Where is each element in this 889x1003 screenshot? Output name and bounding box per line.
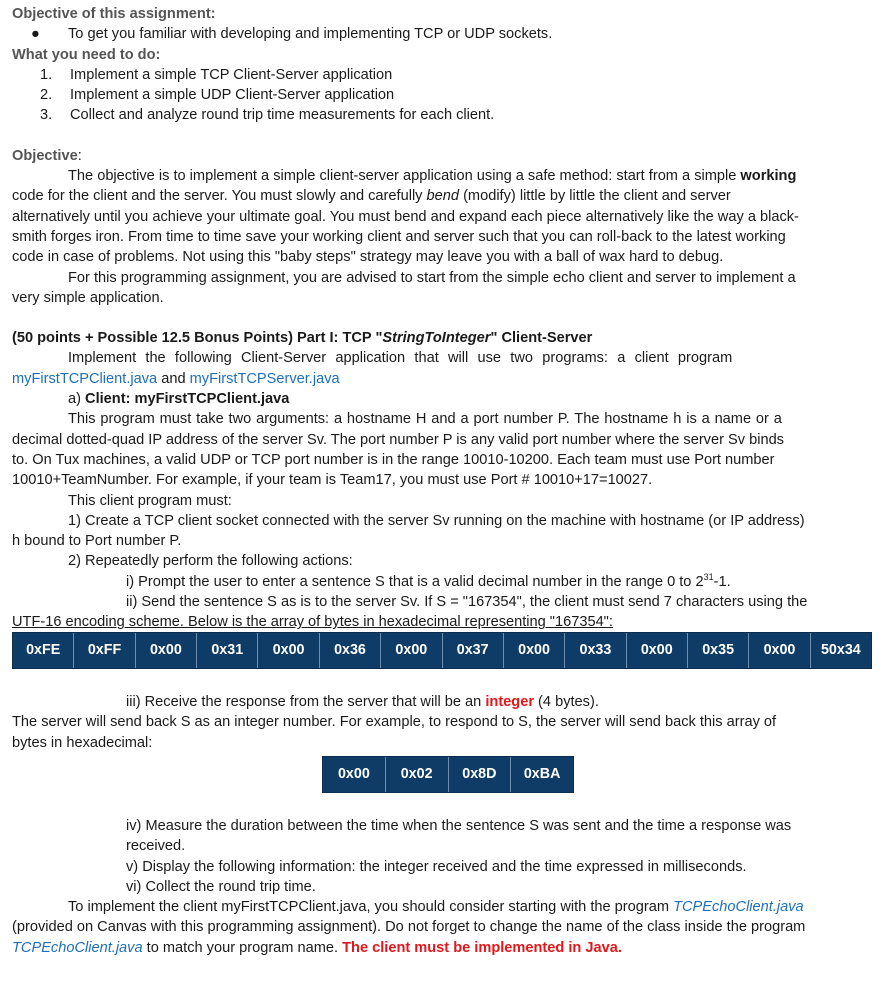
integer-byte-array-table [322,756,574,793]
part1-heading: (50 points + Possible 12.5 Bonus Points) Part I: TCP "StringToInteger" Client-Server [12,330,593,347]
task-text: Implement a simple TCP Client-Server application [70,66,393,83]
step-1-continued: h bound to Port number P. [12,533,182,550]
byte-cell: 0xFF [74,633,135,668]
byte-cell: 0x37 [443,633,504,668]
server-file-link[interactable]: myFirstTCPServer.java [189,370,340,387]
objective-paragraph-line: smith forges iron. From time to time save your working client and server such that you can roll-back to the latest working [12,228,786,245]
substep-ii: ii) Send the sentence S as is to the server Sv. If S = "167354", the client must send 7 characters using the [126,594,808,611]
objective-paragraph-line: very simple application. [12,289,164,306]
substep-iv-continued: received. [126,838,186,855]
byte-cell: 0x8D [449,757,512,792]
byte-cell: 50x34 [820,642,861,658]
implementation-line: To implement the client myFirstTCPClient.java, you should consider starting with the program TCPEchoClient.java [68,899,804,916]
send-back-line: bytes in hexadecimal: [12,734,153,751]
objective-paragraph-line: The objective is to implement a simple client-server application using a safe method: start from a simple working [68,168,797,185]
part1-files: myFirstTCPClient.java and myFirstTCPServer.java [12,370,340,387]
task-text: Collect and analyze round trip time measurements for each client. [70,107,495,124]
client-paragraph-line: This program must take two arguments: a hostname H and a port number P. The hostname h is a name or a [68,411,782,428]
task-item-2 [12,85,870,105]
task-number: 1. [40,66,53,83]
task-text: Implement a simple UDP Client-Server application [70,87,395,104]
byte-cell: 0x02 [386,757,449,792]
tcp-echo-client-link[interactable]: TCPEchoClient.java [673,899,804,916]
implementation-line: (provided on Canvas with this programming assignment). Do not forget to change the name of the class inside the program [12,919,806,936]
tcp-echo-client-link-2[interactable]: TCPEchoClient.java [12,939,143,956]
step-2-line: 2) Repeatedly perform the following actions: [68,553,353,570]
step-1-line: 1) Create a TCP client socket connected with the server Sv running on the machine with hostname (or IP address) [68,512,805,529]
byte-cell: 0x00 [323,757,386,792]
objective-paragraph-line: code in case of problems. Not using this "baby steps" strategy may leave you with a ball of wax hard to debug. [12,249,724,266]
objective-bullet [12,24,870,44]
java-requirement: The client must be implemented in Java. [342,939,622,956]
substep-v: v) Display the following information: the integer received and the time expressed in milliseconds. [126,858,747,875]
task-number: 3. [40,107,53,124]
substep-i: i) Prompt the user to enter a sentence S that is a valid decimal number in the range 0 to $2^{31}-1$. [126,571,731,590]
send-back-line: The server will send back S as an integer number. For example, to respond to S, the server will send back this array of [12,714,777,731]
substep-iii: iii) Receive the response from the server that will be an integer (4 bytes). [126,694,599,710]
assignment-page [12,4,870,956]
task-item-3 [12,105,870,125]
byte-cell: 0x00 [258,633,319,668]
client-must-line: This client program must: [68,492,232,509]
objective-bullet-text: To get you familiar with developing and implementing TCP or UDP sockets. [68,26,553,43]
client-paragraph-line: decimal dotted-quad IP address of the server Sv. The port number P is any valid port number where the server Sv binds [12,431,784,448]
byte-cell: 0x00 [136,633,197,668]
implementation-line: TCPEchoClient.java to match your program name. The client must be implemented in Java. [12,939,622,956]
objective-heading: Objective: [12,147,82,164]
utf16-line: UTF-16 encoding scheme. Below is the array of bytes in hexadecimal representing "167354": [12,614,613,631]
what-to-do-heading: What you need to do: [12,46,161,63]
objective-paragraph-line: For this programming assignment, you are advised to start from the simple echo client and server to implement a [68,269,796,286]
client-subheading: a) Client: myFirstTCPClient.java [68,391,290,408]
task-item-1 [12,65,870,85]
byte-cell: 0x00 [504,633,565,668]
utf16-byte-array-table [12,632,872,669]
byte-cell: 0x00 [749,633,810,668]
client-file-link[interactable]: myFirstTCPClient.java [12,370,158,387]
bullet-icon: ● [31,26,40,43]
task-number: 2. [40,87,53,104]
byte-cell: 0xFE [13,633,74,668]
byte-cell: 0x31 [197,633,258,668]
substep-iv: iv) Measure the duration between the time when the sentence S was sent and the time a response was [126,818,792,834]
substep-vi: vi) Collect the round trip time. [126,878,316,895]
part1-intro: Implement the following Client-Server application that will use two programs: a client program [68,350,733,367]
byte-cell: 0x00 [381,633,442,668]
objective-paragraph-line: code for the client and the server. You must slowly and carefully bend (modify) little by little the client and server [12,188,731,205]
byte-cell: 0x33 [565,633,626,668]
client-paragraph-line: to. On Tux machines, a valid UDP or TCP port number is in the range 10010-10200. Each team must use Port number [12,451,775,468]
byte-cell: 0x36 [320,633,381,668]
objective-paragraph-line: alternatively until you achieve your ultimate goal. You must bend and expand each piece alternatively like the way a black- [12,208,799,225]
client-paragraph-line: 10010+TeamNumber. For example, if your team is Team17, you must use Port # 10010+17=10027. [12,472,653,489]
byte-cell: 0x35 [688,633,749,668]
objective-assignment-heading: Objective of this assignment: [12,6,216,22]
byte-cell: 0x00 [627,633,688,668]
byte-cell: 0xBA [523,766,561,782]
